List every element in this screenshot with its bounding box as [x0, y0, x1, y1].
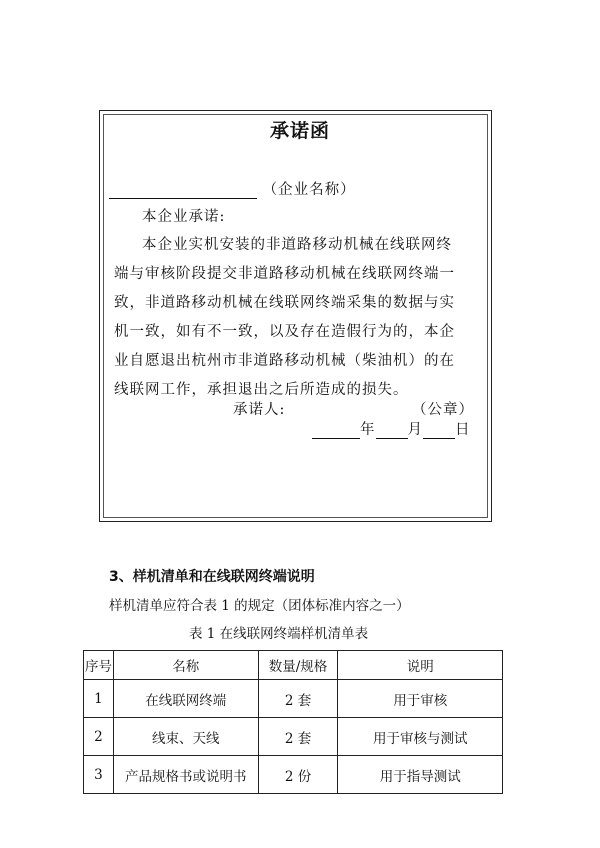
cell-quantity: 2 套	[258, 718, 338, 756]
year-blank	[312, 422, 360, 439]
letter-line-5: 业自愿退出杭州市非道路移动机械（柴油机）的在	[114, 353, 455, 369]
section-note: 样机清单应符合表 1 的规定（团体标准内容之一）	[109, 598, 410, 614]
header-description: 说明	[338, 651, 503, 680]
letter-line-1: 本企业实机安装的非道路移动机械在线联网终	[142, 237, 452, 253]
cell-name: 线束、天线	[113, 718, 258, 756]
letter-line-3: 致，非道路移动机械在线联网终端采集的数据与实	[114, 295, 455, 311]
cell-index: 2	[84, 718, 114, 756]
table-row	[84, 718, 503, 756]
table-caption: 表 1 在线联网终端样机清单表	[189, 626, 369, 642]
month-blank	[376, 422, 408, 439]
cell-quantity: 2 份	[258, 756, 338, 794]
cell-description: 用于指导测试	[338, 756, 503, 794]
letter-title: 承诺函	[269, 120, 330, 142]
signer-label: 承诺人:	[233, 402, 286, 418]
commitment-letter-inner-border	[103, 114, 488, 518]
company-name-suffix: （企业名称）	[262, 182, 356, 198]
cell-index: 3	[84, 756, 114, 794]
letter-intro: 本企业承诺:	[142, 209, 226, 225]
header-name: 名称	[113, 651, 258, 680]
cell-name: 在线联网终端	[113, 680, 258, 718]
letter-line-6: 线联网工作，承担退出之后所造成的损失。	[114, 382, 409, 398]
cell-description: 用于审核与测试	[338, 718, 503, 756]
cell-quantity: 2 套	[258, 680, 338, 718]
table-row	[84, 680, 503, 718]
seal-label: （公章）	[412, 402, 474, 418]
company-name-blank	[109, 182, 257, 199]
year-label: 年	[360, 422, 376, 438]
month-label: 月	[407, 422, 423, 438]
day-blank	[423, 422, 455, 439]
letter-line-2: 端与审核阶段提交非道路移动机械在线联网终端一	[114, 266, 455, 282]
header-quantity: 数量/规格	[258, 651, 338, 680]
company-name-line	[109, 178, 356, 199]
cell-name: 产品规格书或说明书	[113, 756, 258, 794]
day-label: 日	[455, 422, 471, 438]
sample-list-table	[83, 650, 503, 794]
date-line	[312, 418, 471, 439]
table-row	[84, 756, 503, 794]
cell-index: 1	[84, 680, 114, 718]
cell-description: 用于审核	[338, 680, 503, 718]
letter-line-4: 机一致，如有不一致，以及存在造假行为的，本企	[114, 324, 455, 340]
table-header-row	[84, 651, 503, 680]
section-heading: 3、样机清单和在线联网终端说明	[109, 569, 315, 585]
header-index: 序号	[84, 651, 114, 680]
